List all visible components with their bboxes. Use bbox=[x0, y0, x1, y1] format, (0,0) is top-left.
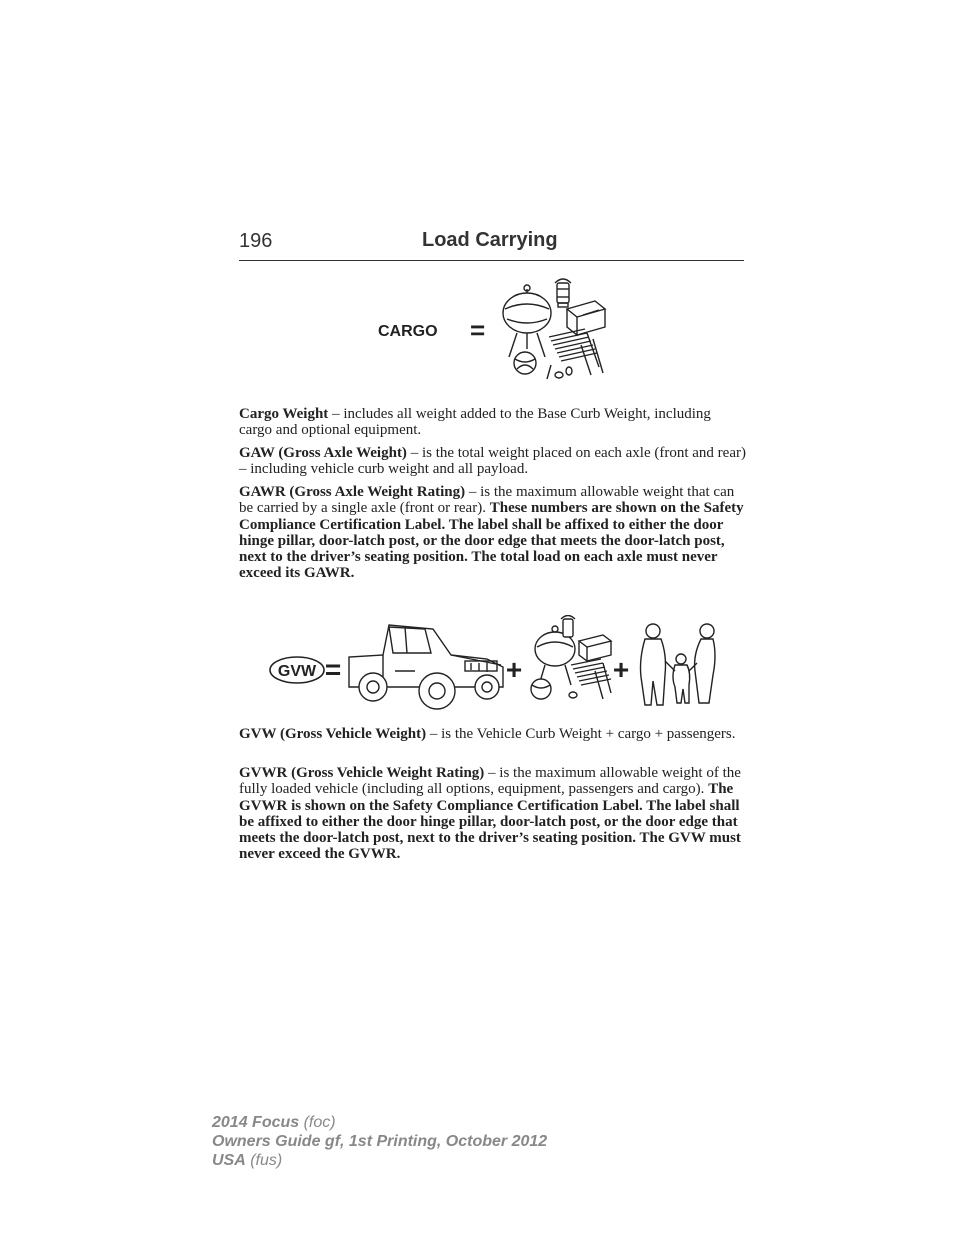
gvw-figure bbox=[265, 615, 725, 715]
gawr-bold-text: These numbers are shown on the Safety Compliance Certification Label. The label shall be affixed to either the door hinge pillar, door-latch post, or the door edge that meets the door-latch post, next to the driver’s seating position. The total load on each axle must never exceed its GAWR. bbox=[239, 500, 744, 582]
cargo-weight-text: – includes all weight added to the Base Curb Weight, including cargo and optional equipment. bbox=[239, 406, 711, 439]
section-title: Load Carrying bbox=[422, 229, 558, 251]
gawr-term: GAWR (Gross Axle Weight Rating) bbox=[239, 484, 466, 500]
footer-line-1 bbox=[212, 1113, 547, 1132]
plus-sign-1: + bbox=[505, 654, 523, 685]
plus-sign-2: + bbox=[612, 654, 630, 685]
cargo-weight-definition bbox=[239, 406, 747, 439]
gvw-illustration bbox=[265, 615, 725, 715]
gawr-text: – is the maximum allowable weight that can be carried by a single axle (front or rear). bbox=[239, 484, 735, 517]
passengers-icon bbox=[641, 624, 716, 705]
cargo-items-illustration bbox=[495, 275, 610, 385]
footer-line-2 bbox=[212, 1132, 547, 1151]
footer-market-code: (fus) bbox=[245, 1152, 283, 1169]
cargo-equals-sign: = bbox=[470, 315, 486, 345]
footer-printing: Owners Guide gf, 1st Printing, October 2012 bbox=[212, 1133, 548, 1150]
gvw-term: GVW (Gross Vehicle Weight) bbox=[239, 726, 427, 742]
gvw-label: GVW bbox=[277, 663, 317, 680]
gvwr-definition bbox=[239, 765, 747, 863]
gvw-text: – is the Vehicle Curb Weight + cargo + passengers. bbox=[426, 726, 736, 742]
footer-market: USA bbox=[212, 1152, 246, 1169]
cargo-items-icon bbox=[531, 616, 611, 700]
cargo-weight-term: Cargo Weight bbox=[239, 406, 329, 422]
footer-model-code: (foc) bbox=[299, 1114, 336, 1131]
gaw-definition bbox=[239, 445, 747, 478]
gvwr-text: – is the maximum allowable weight of the fully loaded vehicle (including all options, equipment, passengers and cargo). bbox=[239, 765, 741, 798]
page-header bbox=[239, 228, 744, 261]
gaw-term: GAW (Gross Axle Weight) bbox=[239, 445, 407, 461]
gvw-equals-sign: = bbox=[324, 654, 342, 685]
gvw-definition bbox=[239, 726, 747, 742]
gvwr-bold-text: The GVWR is shown on the Safety Compliance Certification Label. The label shall be affixed to either the door hinge pillar, door-latch post, or the door edge that meets the door-latch post, next to the driver’s seating position. The GVW must never exceed the GVWR. bbox=[239, 781, 741, 863]
page-number: 196 bbox=[239, 230, 273, 252]
gvwr-term: GVWR (Gross Vehicle Weight Rating) bbox=[239, 765, 485, 781]
page-footer bbox=[212, 1113, 547, 1170]
footer-line-3 bbox=[212, 1151, 547, 1170]
pickup-truck-icon bbox=[349, 625, 503, 709]
gawr-definition bbox=[239, 484, 747, 582]
footer-model: 2014 Focus bbox=[212, 1114, 300, 1131]
cargo-figure bbox=[370, 275, 620, 385]
cargo-label: CARGO bbox=[378, 323, 438, 340]
gaw-text: – is the total weight placed on each axle (front and rear) – including vehicle curb weight and all payload. bbox=[239, 445, 746, 478]
